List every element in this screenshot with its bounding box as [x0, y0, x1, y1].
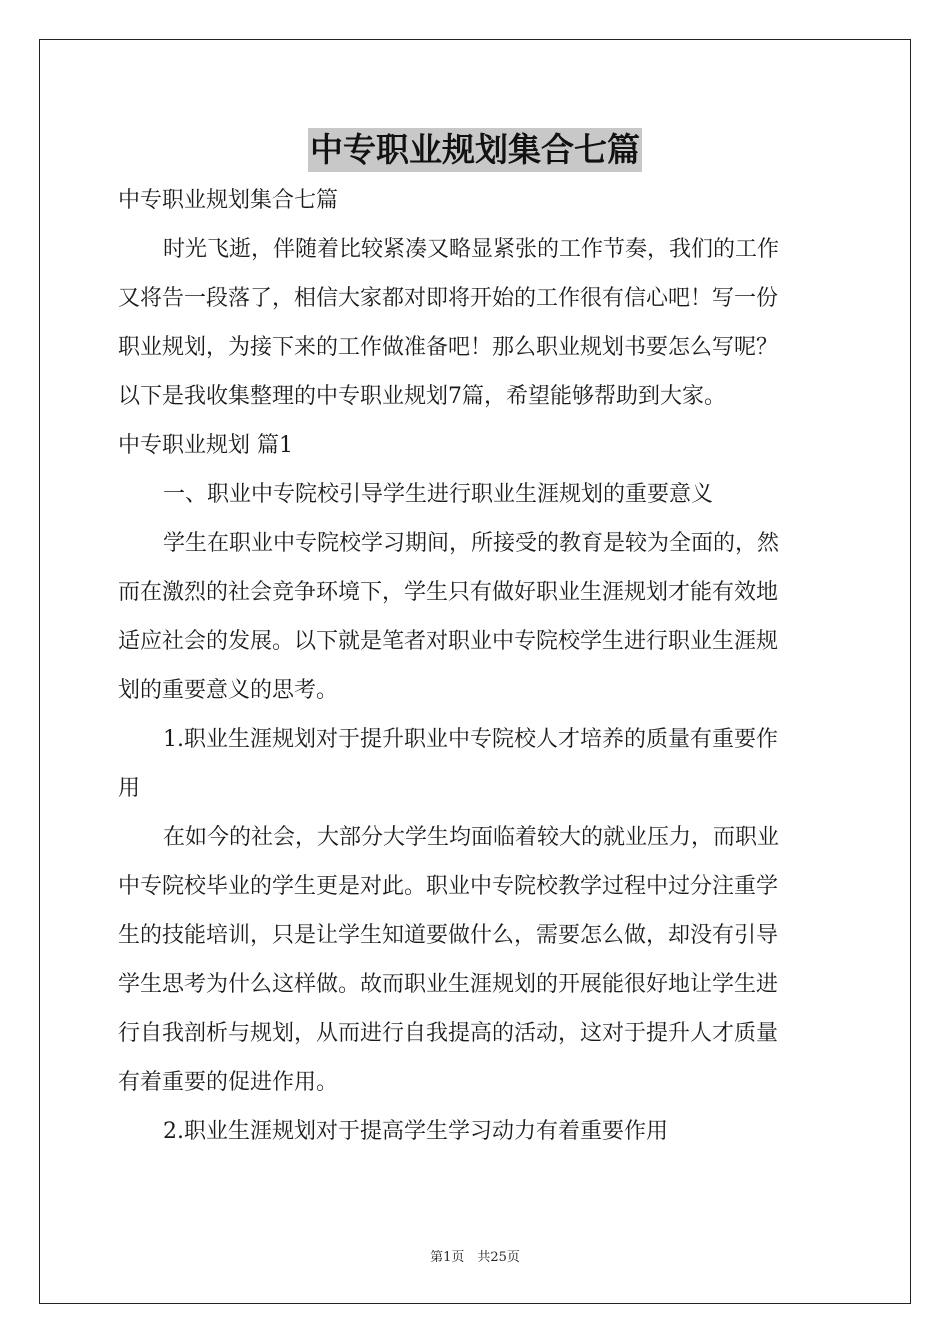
body-line: 以下是我收集整理的中专职业规划7篇，希望能够帮助到大家。 — [118, 384, 726, 409]
body-line-subtitle: 中专职业规划集合七篇 — [118, 188, 339, 213]
document-title: 中专职业规划集合七篇 — [308, 128, 642, 172]
body-line: 而在激烈的社会竞争环境下，学生只有做好职业生涯规划才能有效地 — [118, 580, 779, 605]
body-line: 学生在职业中专院校学习期间，所接受的教育是较为全面的，然 — [163, 531, 780, 556]
body-line: 生的技能培训，只是让学生知道要做什么，需要怎么做，却没有引导 — [118, 923, 779, 948]
body-line: 学生思考为什么这样做。故而职业生涯规划的开展能很好地让学生进 — [118, 972, 779, 997]
numbered-point: 1.职业生涯规划对于提升职业中专院校人才培养的质量有重要作 — [163, 727, 778, 752]
body-line: 时光飞逝，伴随着比较紧凑又略显紧张的工作节奏，我们的工作 — [163, 237, 780, 262]
body-line: 在如今的社会，大部分大学生均面临着较大的就业压力，而职业 — [163, 825, 780, 850]
body-line: 职业规划，为接下来的工作做准备吧！那么职业规划书要怎么写呢？ — [118, 335, 779, 360]
title-container — [0, 128, 950, 172]
body-line: 又将告一段落了，相信大家都对即将开始的工作很有信心吧！写一份 — [118, 286, 779, 311]
document-body — [118, 176, 832, 1156]
body-line: 划的重要意义的思考。 — [118, 678, 339, 703]
body-line: 行自我剖析与规划，从而进行自我提高的活动，这对于提升人才质量 — [118, 1021, 779, 1046]
numbered-point: 2.职业生涯规划对于提高学生学习动力有着重要作用 — [163, 1119, 668, 1144]
body-line: 适应社会的发展。以下就是笔者对职业中专院校学生进行职业生涯规 — [118, 629, 779, 654]
body-line: 有着重要的促进作用。 — [118, 1070, 339, 1095]
section-heading: 中专职业规划 篇1 — [118, 433, 293, 458]
subsection-heading: 一、职业中专院校引导学生进行职业生涯规划的重要意义 — [163, 482, 714, 507]
numbered-point-continued: 用 — [118, 776, 141, 801]
page-footer: 第1页 共25页 — [430, 1250, 520, 1265]
body-line: 中专院校毕业的学生更是对此。职业中专院校教学过程中过分注重学 — [118, 874, 779, 899]
